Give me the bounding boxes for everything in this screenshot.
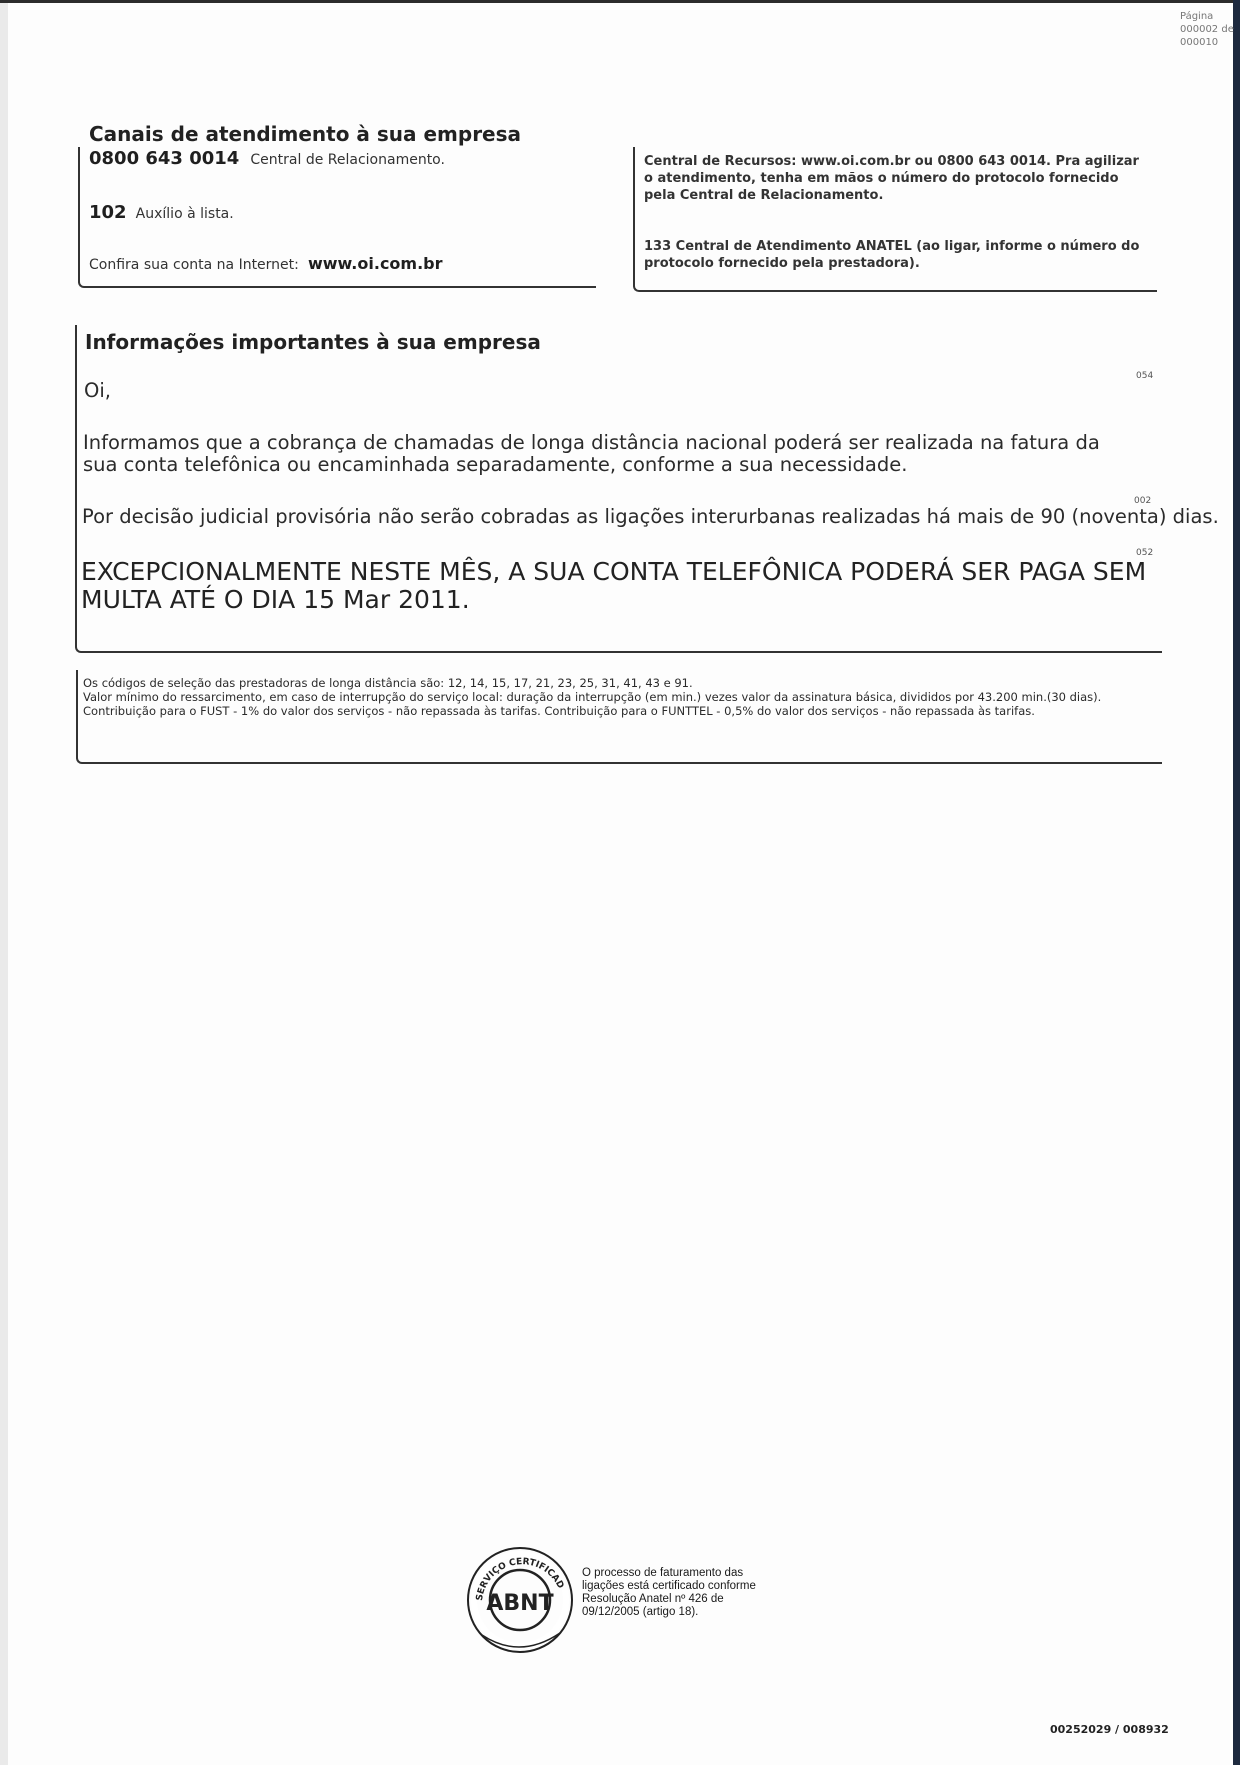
paragraph-payment-notice: EXCEPCIONALMENTE NESTE MÊS, A SUA CONTA TELEFÔNICA PODERÁ SER PAGA SEM MULTA ATÉ O DIA 15 Mar 2011. (81, 557, 1147, 614)
anatel-text: 133 Central de Atendimento ANATEL (ao ligar, informe o número do protocolo fornecido pela prestadora). (644, 239, 1140, 271)
phone-label: Central de Relacionamento. (250, 152, 445, 168)
seal-logo-text: ABNT (486, 1591, 554, 1616)
list-label: Auxílio à lista. (135, 206, 234, 222)
footer-notes (83, 676, 1163, 718)
list-number: 102 (89, 202, 127, 223)
certification-text: O processo de faturamento das ligações está certificado conforme Resolução Anatel nº 426 de 09/12/2005 (artigo 18). (582, 1567, 756, 1618)
phone-number: 0800 643 0014 (89, 148, 240, 169)
list-line (89, 202, 234, 223)
abnt-seal-icon (462, 1535, 578, 1661)
code-054: 054 (1136, 371, 1154, 381)
paragraph-judicial: Por decisão judicial provisória não serão cobradas as ligações interurbanas realizadas há mais de 90 (noventa) dias. (82, 505, 1219, 528)
carrier-codes-note: Os códigos de seleção das prestadoras de longa distância são: 12, 14, 15, 17, 21, 23, 25, 31, 41, 43 e 91. (83, 676, 693, 690)
page-number (1180, 10, 1234, 49)
abnt-seal (462, 1535, 578, 1661)
internet-link[interactable]: www.oi.com.br (307, 254, 443, 273)
phone-line (89, 148, 445, 169)
refund-note: Valor mínimo do ressarcimento, em caso de interrupção do serviço local: duração da interrupção (em min.) vezes valor da assinatura básica, divididos por 43.200 min.(30 dias). (83, 690, 1102, 704)
code-052: 052 (1136, 548, 1154, 558)
channels-title: Canais de atendimento à sua empresa (89, 122, 522, 146)
info-title: Informações importantes à sua empresa (85, 330, 541, 354)
page-number-line1: 000002 de (1180, 24, 1234, 35)
page-number-line2: 000010 (1180, 37, 1219, 48)
seal-arc-text: SERVIÇO CERTIFICAD (474, 1557, 566, 1602)
greeting: Oi, (84, 379, 111, 402)
internet-line (89, 254, 443, 273)
document-reference: 00252029 / 008932 (1050, 1723, 1169, 1736)
recursos-text: Central de Recursos: www.oi.com.br ou 0800 643 0014. Pra agilizar o atendimento, tenha em mãos o número do protocolo fornecido pela Central de Relacionamento. (644, 154, 1139, 203)
internet-prefix: Confira sua conta na Internet: (89, 257, 299, 273)
page-number-label: Página (1180, 11, 1214, 22)
paragraph-long-distance: Informamos que a cobrança de chamadas de longa distância nacional poderá ser realizada na fatura da sua conta telefônica ou encaminhada separadamente, conforme a sua necessidade. (83, 431, 1100, 476)
scan-top-edge (0, 0, 1240, 3)
code-002: 002 (1134, 496, 1152, 506)
contribution-note: Contribuição para o FUST - 1% do valor dos serviços - não repassada às tarifas. Contribuição para o FUNTTEL - 0,5% do valor dos serviços - não repassada às tarifas. (83, 704, 1035, 718)
scan-right-edge (1233, 0, 1240, 1765)
